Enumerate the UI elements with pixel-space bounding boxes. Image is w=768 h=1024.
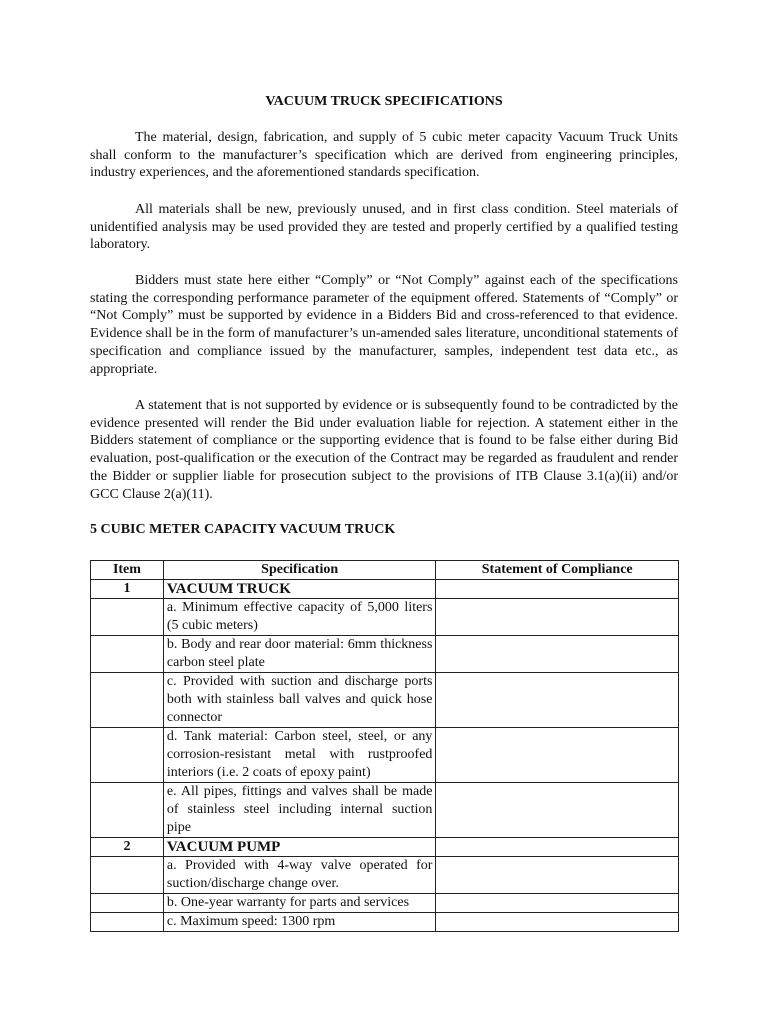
compliance-cell[interactable]	[436, 894, 679, 913]
specification-table	[90, 560, 679, 932]
compliance-cell[interactable]	[436, 728, 679, 783]
item-cell-empty	[91, 673, 164, 728]
table-group-row	[91, 580, 679, 599]
spec-text: c. Provided with suction and discharge ports both with stainless ball valves and quick hose connector	[163, 673, 436, 728]
compliance-cell[interactable]	[436, 783, 679, 838]
table-row	[91, 913, 679, 932]
table-row	[91, 894, 679, 913]
document-title: VACUUM TRUCK SPECIFICATIONS	[265, 94, 503, 109]
item-cell-empty	[91, 728, 164, 783]
compliance-cell[interactable]	[436, 673, 679, 728]
spec-text: e. All pipes, fittings and valves shall be made of stainless steel including internal suction pipe	[163, 783, 436, 838]
item-cell-empty	[91, 636, 164, 673]
table-group-row	[91, 838, 679, 857]
spec-text: a. Minimum effective capacity of 5,000 liters (5 cubic meters)	[163, 599, 436, 636]
table-row	[91, 783, 679, 838]
header-item: Item	[91, 561, 164, 580]
table-row	[91, 728, 679, 783]
compliance-cell[interactable]	[436, 580, 679, 599]
compliance-cell[interactable]	[436, 838, 679, 857]
compliance-cell[interactable]	[436, 599, 679, 636]
item-cell-empty	[91, 857, 164, 894]
table-row	[91, 857, 679, 894]
header-compliance: Statement of Compliance	[436, 561, 679, 580]
table-row	[91, 599, 679, 636]
spec-text: b. One-year warranty for parts and services	[163, 894, 436, 913]
item-title: VACUUM PUMP	[163, 838, 436, 857]
evidence-paragraph: A statement that is not supported by evidence or is subsequently found to be contradicted by the evidence presented will render the Bid under evaluation liable for rejection. A statement either in the Bidders statement of compliance or the supporting evidence that is found to be false either during Bid evaluation, post-qualification or the execution of the Contract may be regarded as fraudulent and render the Bidder or supplier liable for prosecution subject to the provisions of ITB Clause 3.1(a)(ii) and/or GCC Clause 2(a)(11).	[90, 398, 678, 502]
compliance-cell[interactable]	[436, 857, 679, 894]
compliance-instructions-paragraph: Bidders must state here either “Comply” or “Not Comply” against each of the specifications stating the corresponding performance parameter of the equipment offered. Statements of “Comply” or “Not Comply” must be supported by evidence in a Bidders Bid and cross-referenced to that evidence. Evidence shall be in the form of manufacturer’s un-amended sales literature, unconditional statements of specification and compliance issued by the manufacturer, samples, independent test data etc., as appropriate.	[90, 273, 678, 377]
item-number: 1	[91, 580, 164, 599]
spec-text: a. Provided with 4-way valve operated for suction/discharge change over.	[163, 857, 436, 894]
compliance-cell[interactable]	[436, 636, 679, 673]
spec-text: c. Maximum speed: 1300 rpm	[163, 913, 436, 932]
table-header-row	[91, 561, 679, 580]
spec-text: d. Tank material: Carbon steel, steel, or any corrosion-resistant metal with rustproofed interiors (i.e. 2 coats of epoxy paint)	[163, 728, 436, 783]
item-number: 2	[91, 838, 164, 857]
item-cell-empty	[91, 913, 164, 932]
spec-text: b. Body and rear door material: 6mm thickness carbon steel plate	[163, 636, 436, 673]
compliance-cell[interactable]	[436, 913, 679, 932]
header-specification: Specification	[163, 561, 436, 580]
item-cell-empty	[91, 783, 164, 838]
intro-paragraph: The material, design, fabrication, and supply of 5 cubic meter capacity Vacuum Truck Units shall conform to the manufacturer’s specification which are derived from engineering principles, industry experiences, and the aforementioned standards specification.	[90, 130, 678, 181]
table-row	[91, 673, 679, 728]
item-cell-empty	[91, 599, 164, 636]
item-cell-empty	[91, 894, 164, 913]
section-heading: 5 CUBIC METER CAPACITY VACUUM TRUCK	[90, 522, 396, 537]
materials-paragraph: All materials shall be new, previously unused, and in first class condition. Steel materials of unidentified analysis may be used provided they are tested and properly certified by a qualified testing laboratory.	[90, 202, 678, 253]
table-row	[91, 636, 679, 673]
item-title: VACUUM TRUCK	[163, 580, 436, 599]
